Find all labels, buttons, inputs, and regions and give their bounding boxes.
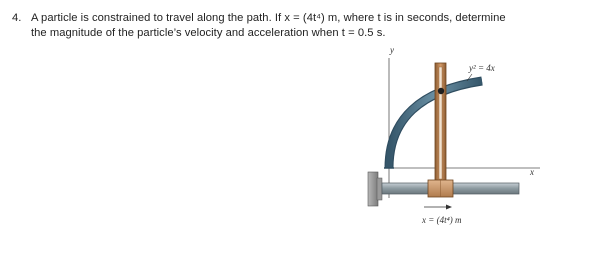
slider-equation-label: x = (4t⁴) m (422, 215, 462, 225)
wall-support (368, 172, 378, 206)
problem-text-line-2: the magnitude of the particle’s velocity and acceleration when t = 0.5 s. (31, 27, 386, 39)
problem-text-line-1: A particle is constrained to travel along the path. If x = (4t⁴) m, where t is in seconds, determine (31, 12, 506, 24)
question-number: 4. (12, 12, 22, 24)
wall-bracket (377, 178, 382, 200)
rod-slot (439, 67, 442, 179)
y-axis-label: y (390, 45, 394, 55)
particle (438, 88, 444, 94)
path-equation-label: y² = 4x (469, 63, 495, 73)
motion-arrow-head (446, 205, 452, 210)
x-axis-label: x (530, 167, 534, 177)
